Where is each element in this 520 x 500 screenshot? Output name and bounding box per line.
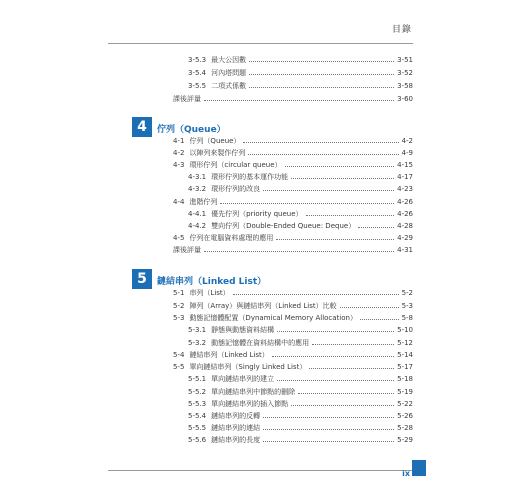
entry-page: 4-17 [397,173,413,181]
entry-number: 5-5.3 [188,400,207,408]
entry-number: 4-2 [173,149,185,157]
entry-page: 5-29 [397,436,413,444]
entry-number: 5-4 [173,351,185,359]
entry-page: 5-22 [397,400,413,408]
leader-dots [263,429,394,430]
entry-number: 4-4 [173,198,185,206]
entry-text: 環形佇列的基本運作功能 [211,173,289,181]
entry-page: 5-26 [397,412,413,420]
chapter-4-number-box: 4 [132,117,152,137]
toc-entry-4-3-1[interactable] [188,173,413,182]
leader-dots [263,441,394,442]
leader-dots [298,393,394,394]
chapter-5-number-box: 5 [132,269,152,289]
entry-page: 5-14 [397,351,413,359]
entry-number: 4-1 [173,137,185,145]
entry-page: 4-9 [401,149,413,157]
entry-page: 5-10 [397,326,413,334]
toc-entry-5-3[interactable] [173,314,413,323]
leader-dots [272,356,394,357]
leader-dots [263,190,394,191]
entry-text: 動態記憶體在資料結構中的應用 [211,339,310,347]
entry-text: 陣列（Array）與鏈結串列（Linked List）比較 [189,302,337,310]
toc-entry-5-3-2[interactable] [188,339,413,348]
toc-entry-5-3-1[interactable] [188,326,413,335]
entry-number: 5-5.6 [188,436,207,444]
leader-dots [204,100,394,101]
entry-page: 4-26 [397,198,413,206]
entry-number: 4-4.1 [188,210,207,218]
entry-text: 環形佇列的改良 [211,185,261,193]
entry-number: 4-3 [173,161,185,169]
entry-text: 單向鏈結串列的插入節點 [211,400,289,408]
entry-text: 雙向佇列（Double-Ended Queue: Deque） [211,222,356,230]
entry-page: 3-51 [397,56,413,64]
entry-text: 鏈結串列（Linked List） [189,351,269,359]
entry-page: 5-18 [397,375,413,383]
toc-entry-3-5-4[interactable] [188,69,413,78]
entry-number: 5-5.1 [188,375,207,383]
page-number-tab [412,460,426,476]
leader-dots [340,307,399,308]
footer-divider [108,470,413,471]
leader-dots [249,74,394,75]
toc-entry-4-3-2[interactable] [188,185,413,194]
toc-entry-5-4[interactable] [173,351,413,360]
toc-entry-4-2[interactable] [173,149,413,158]
leader-dots [276,239,394,240]
leader-dots [360,319,399,320]
toc-entry-5-5-6[interactable] [188,436,413,445]
toc-entry-ch4-review[interactable] [173,246,413,255]
toc-entry-3-5-5[interactable] [188,82,413,91]
entry-number: 5-5 [173,363,185,371]
page-header-title: 目錄 [391,25,412,35]
leader-dots [233,294,399,295]
toc-entry-4-5[interactable] [173,234,413,243]
entry-text: 課後評量 [173,95,201,103]
chapter-5-title[interactable]: 鏈結串列（Linked List） [157,277,267,287]
entry-text: 河內塔問題 [211,69,247,77]
entry-number: 3-5.5 [188,82,207,90]
entry-page: 4-2 [401,137,413,145]
entry-page: 5-28 [397,424,413,432]
entry-number: 4-3.2 [188,185,207,193]
leader-dots [306,215,395,216]
entry-text: 單向鏈結串列的建立 [211,375,275,383]
entry-number: 4-4.2 [188,222,207,230]
entry-page: 3-58 [397,82,413,90]
entry-page: 5-12 [397,339,413,347]
entry-number: 3-5.4 [188,69,207,77]
entry-text: 串列（List） [189,289,230,297]
entry-page: 5-19 [397,388,413,396]
entry-page: 5-2 [401,289,413,297]
entry-page: 5-3 [401,302,413,310]
entry-number: 4-5 [173,234,185,242]
leader-dots [204,251,394,252]
leader-dots [249,87,394,88]
entry-number: 3-5.3 [188,56,207,64]
leader-dots [309,368,394,369]
leader-dots [277,380,394,381]
leader-dots [243,142,398,143]
entry-number: 5-2 [173,302,185,310]
toc-entry-4-4-1[interactable] [188,210,413,219]
toc-entry-5-5-5[interactable] [188,424,413,433]
leader-dots [312,344,394,345]
entry-page: 4-26 [397,210,413,218]
entry-text: 佇列在電腦資料處理的應用 [189,234,274,242]
leader-dots [263,417,394,418]
entry-text: 佇列（Queue） [189,137,241,145]
toc-entry-4-1[interactable] [173,137,413,146]
entry-text: 鏈結串列的連結 [211,424,261,432]
entry-text: 鏈結串列的長度 [211,436,261,444]
toc-entry-5-5-2[interactable] [188,388,413,397]
entry-page: 3-52 [397,69,413,77]
entry-number: 5-3 [173,314,185,322]
toc-entry-5-1[interactable] [173,289,413,298]
leader-dots [291,405,394,406]
leader-dots [249,61,394,62]
entry-number: 4-3.1 [188,173,207,181]
toc-entry-5-2[interactable] [173,302,413,311]
toc-entry-5-5-1[interactable] [188,375,413,384]
leader-dots [220,203,394,204]
entry-text: 靜態與動態資料結構 [211,326,275,334]
entry-page: 3-60 [397,95,413,103]
entry-text: 單向鏈結串列（Singly Linked List） [189,363,307,371]
leader-dots [248,154,398,155]
entry-page: 4-31 [397,246,413,254]
leader-dots [285,166,395,167]
toc-entry-3-5-3[interactable] [188,56,413,65]
entry-text: 進階佇列 [189,198,218,206]
chapter-4-title[interactable]: 佇列（Queue） [157,125,226,135]
page-number: ix [402,469,410,478]
header-divider [108,43,413,44]
entry-page: 4-28 [397,222,413,230]
entry-text: 動態記憶體配置（Dynamical Memory Allocation） [189,314,357,322]
entry-text: 二項式係數 [211,82,247,90]
entry-text: 鏈結串列的反轉 [211,412,261,420]
entry-number: 5-5.2 [188,388,207,396]
entry-page: 4-23 [397,185,413,193]
leader-dots [358,227,394,228]
entry-text: 課後評量 [173,246,201,254]
toc-entry-ch3-review[interactable] [173,95,413,104]
entry-number: 5-1 [173,289,185,297]
entry-text: 以陣列來製作佇列 [189,149,246,157]
toc-entry-4-4[interactable] [173,198,413,207]
entry-page: 4-29 [397,234,413,242]
entry-text: 優先佇列（priority queue） [211,210,303,218]
entry-page: 5-17 [397,363,413,371]
toc-entry-5-5[interactable] [173,363,413,372]
entry-text: 環形佇列（circular queue） [189,161,282,169]
entry-text: 單向鏈結串列中節點的刪除 [211,388,296,396]
entry-page: 5-8 [401,314,413,322]
entry-number: 5-5.4 [188,412,207,420]
toc-entry-4-3[interactable] [173,161,413,170]
toc-entry-5-5-4[interactable] [188,412,413,421]
entry-number: 5-3.1 [188,326,207,334]
entry-page: 4-15 [397,161,413,169]
toc-entry-4-4-2[interactable] [188,222,413,231]
entry-number: 5-5.5 [188,424,207,432]
entry-number: 5-3.2 [188,339,207,347]
leader-dots [291,178,394,179]
toc-entry-5-5-3[interactable] [188,400,413,409]
entry-text: 最大公因數 [211,56,247,64]
leader-dots [277,331,394,332]
